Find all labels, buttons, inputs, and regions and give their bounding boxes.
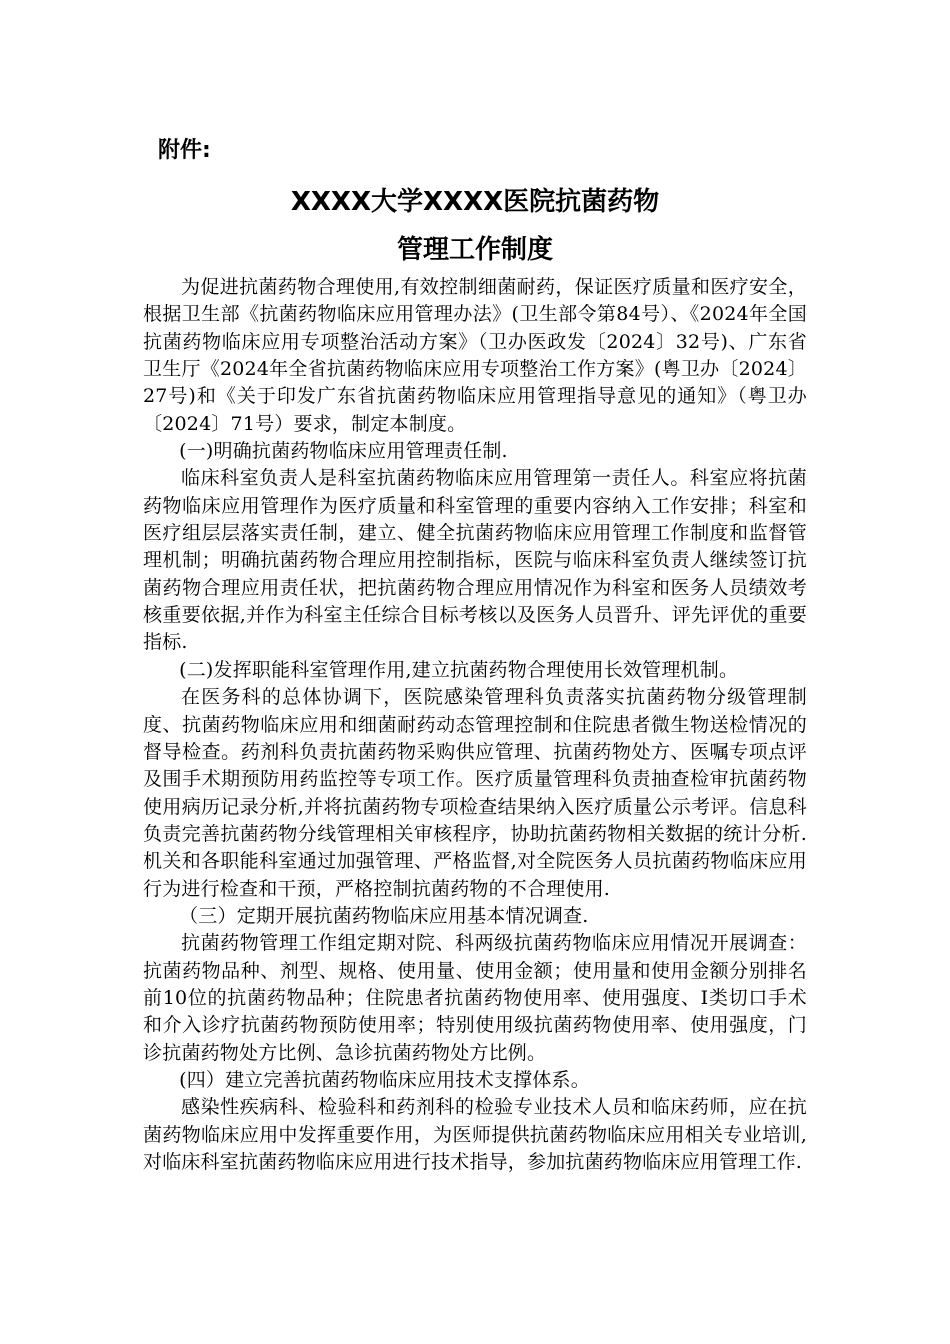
section-paragraph-3: 抗菌药物管理工作组定期对院、科两级抗菌药物临床应用情况开展调查：抗菌药物品种、剂型、规格、使用量、使用金额；使用量和使用金额分别排名前10位的抗菌药物品种；住院患者抗菌药物使用率、使用强度、Ⅰ类切口手术和介入诊疗抗菌药物预防使用率；特别使用级抗菌药物使用率、使用强度，门诊抗菌药物处方比例、急诊抗菌药物处方比例。	[143, 932, 807, 1064]
document-title-line-1: XXXX大学XXXX医院抗菌药物	[290, 187, 660, 217]
section-heading-1: (一)明确抗菌药物临床应用管理责任制.	[179, 440, 508, 463]
attachment-label: 附件:	[158, 138, 211, 163]
section-heading-4: (四）建立完善抗菌药物临床应用技术支撑体系。	[179, 1068, 590, 1091]
section-paragraph-2: 在医务科的总体协调下，医院感染管理科负责落实抗菌药物分级管理制度、抗菌药物临床应用和细菌耐药动态管理控制和住院患者微生物送检情况的督导检查。药剂科负责抗菌药物采购供应管理、抗菌药物处方、医嘱专项点评及围手术期预防用药监控等专项工作。医疗质量管理科负责抽查检审抗菌药物使用病历记录分析,并将抗菌药物专项检查结果纳入医疗质量公示考评。信息科负责完善抗菌药物分线管理相关审核程序，协助抗菌药物相关数据的统计分析.机关和各职能科室通过加强管理、严格监督,对全院医务人员抗菌药物临床应用行为进行检查和干预，严格控制抗菌药物的不合理使用.	[143, 686, 807, 900]
section-heading-2: (二)发挥职能科室管理作用,建立抗菌药物合理使用长效管理机制。	[179, 658, 739, 681]
section-paragraph-1: 临床科室负责人是科室抗菌药物临床应用管理第一责任人。科室应将抗菌药物临床应用管理作为医疗质量和科室管理的重要内容纳入工作安排；科室和医疗组层层落实责任制，建立、健全抗菌药物临床应用管理工作制度和监督管理机制；明确抗菌药物合理应用控制指标，医院与临床科室负责人继续签订抗菌药物合理应用责任状，把抗菌药物合理应用情况作为科室和医务人员绩效考核重要依据,并作为科室主任综合目标考核以及医务人员晋升、评先评优的重要指标.	[143, 467, 807, 654]
document-title-line-2: 管理工作制度	[396, 235, 553, 265]
intro-paragraph: 为促进抗菌药物合理使用,有效控制细菌耐药，保证医疗质量和医疗安全，根据卫生部《抗菌药物临床应用管理办法》(卫生部令第84号）、《2024年全国抗菌药物临床应用专项整治活动方案》（卫办医政发〔2024〕32号)、广东省卫生厅《2024年全省抗菌药物临床应用专项整治工作方案》(粤卫办〔2024〕27号)和《关于印发广东省抗菌药物临床应用管理指导意见的通知》（粤卫办〔2024〕71号）要求，制定本制度。	[143, 276, 807, 435]
document-body	[143, 274, 807, 1176]
section-paragraph-4: 感染性疾病科、检验科和药剂科的检验专业技术人员和临床药师，应在抗菌药物临床应用中发挥重要作用，为医师提供抗菌药物临床应用相关专业培训,对临床科室抗菌药物临床应用进行技术指导，参加抗菌药物临床应用管理工作.	[143, 1096, 807, 1173]
section-heading-3: （三）定期开展抗菌药物临床应用基本情况调查.	[179, 904, 589, 927]
